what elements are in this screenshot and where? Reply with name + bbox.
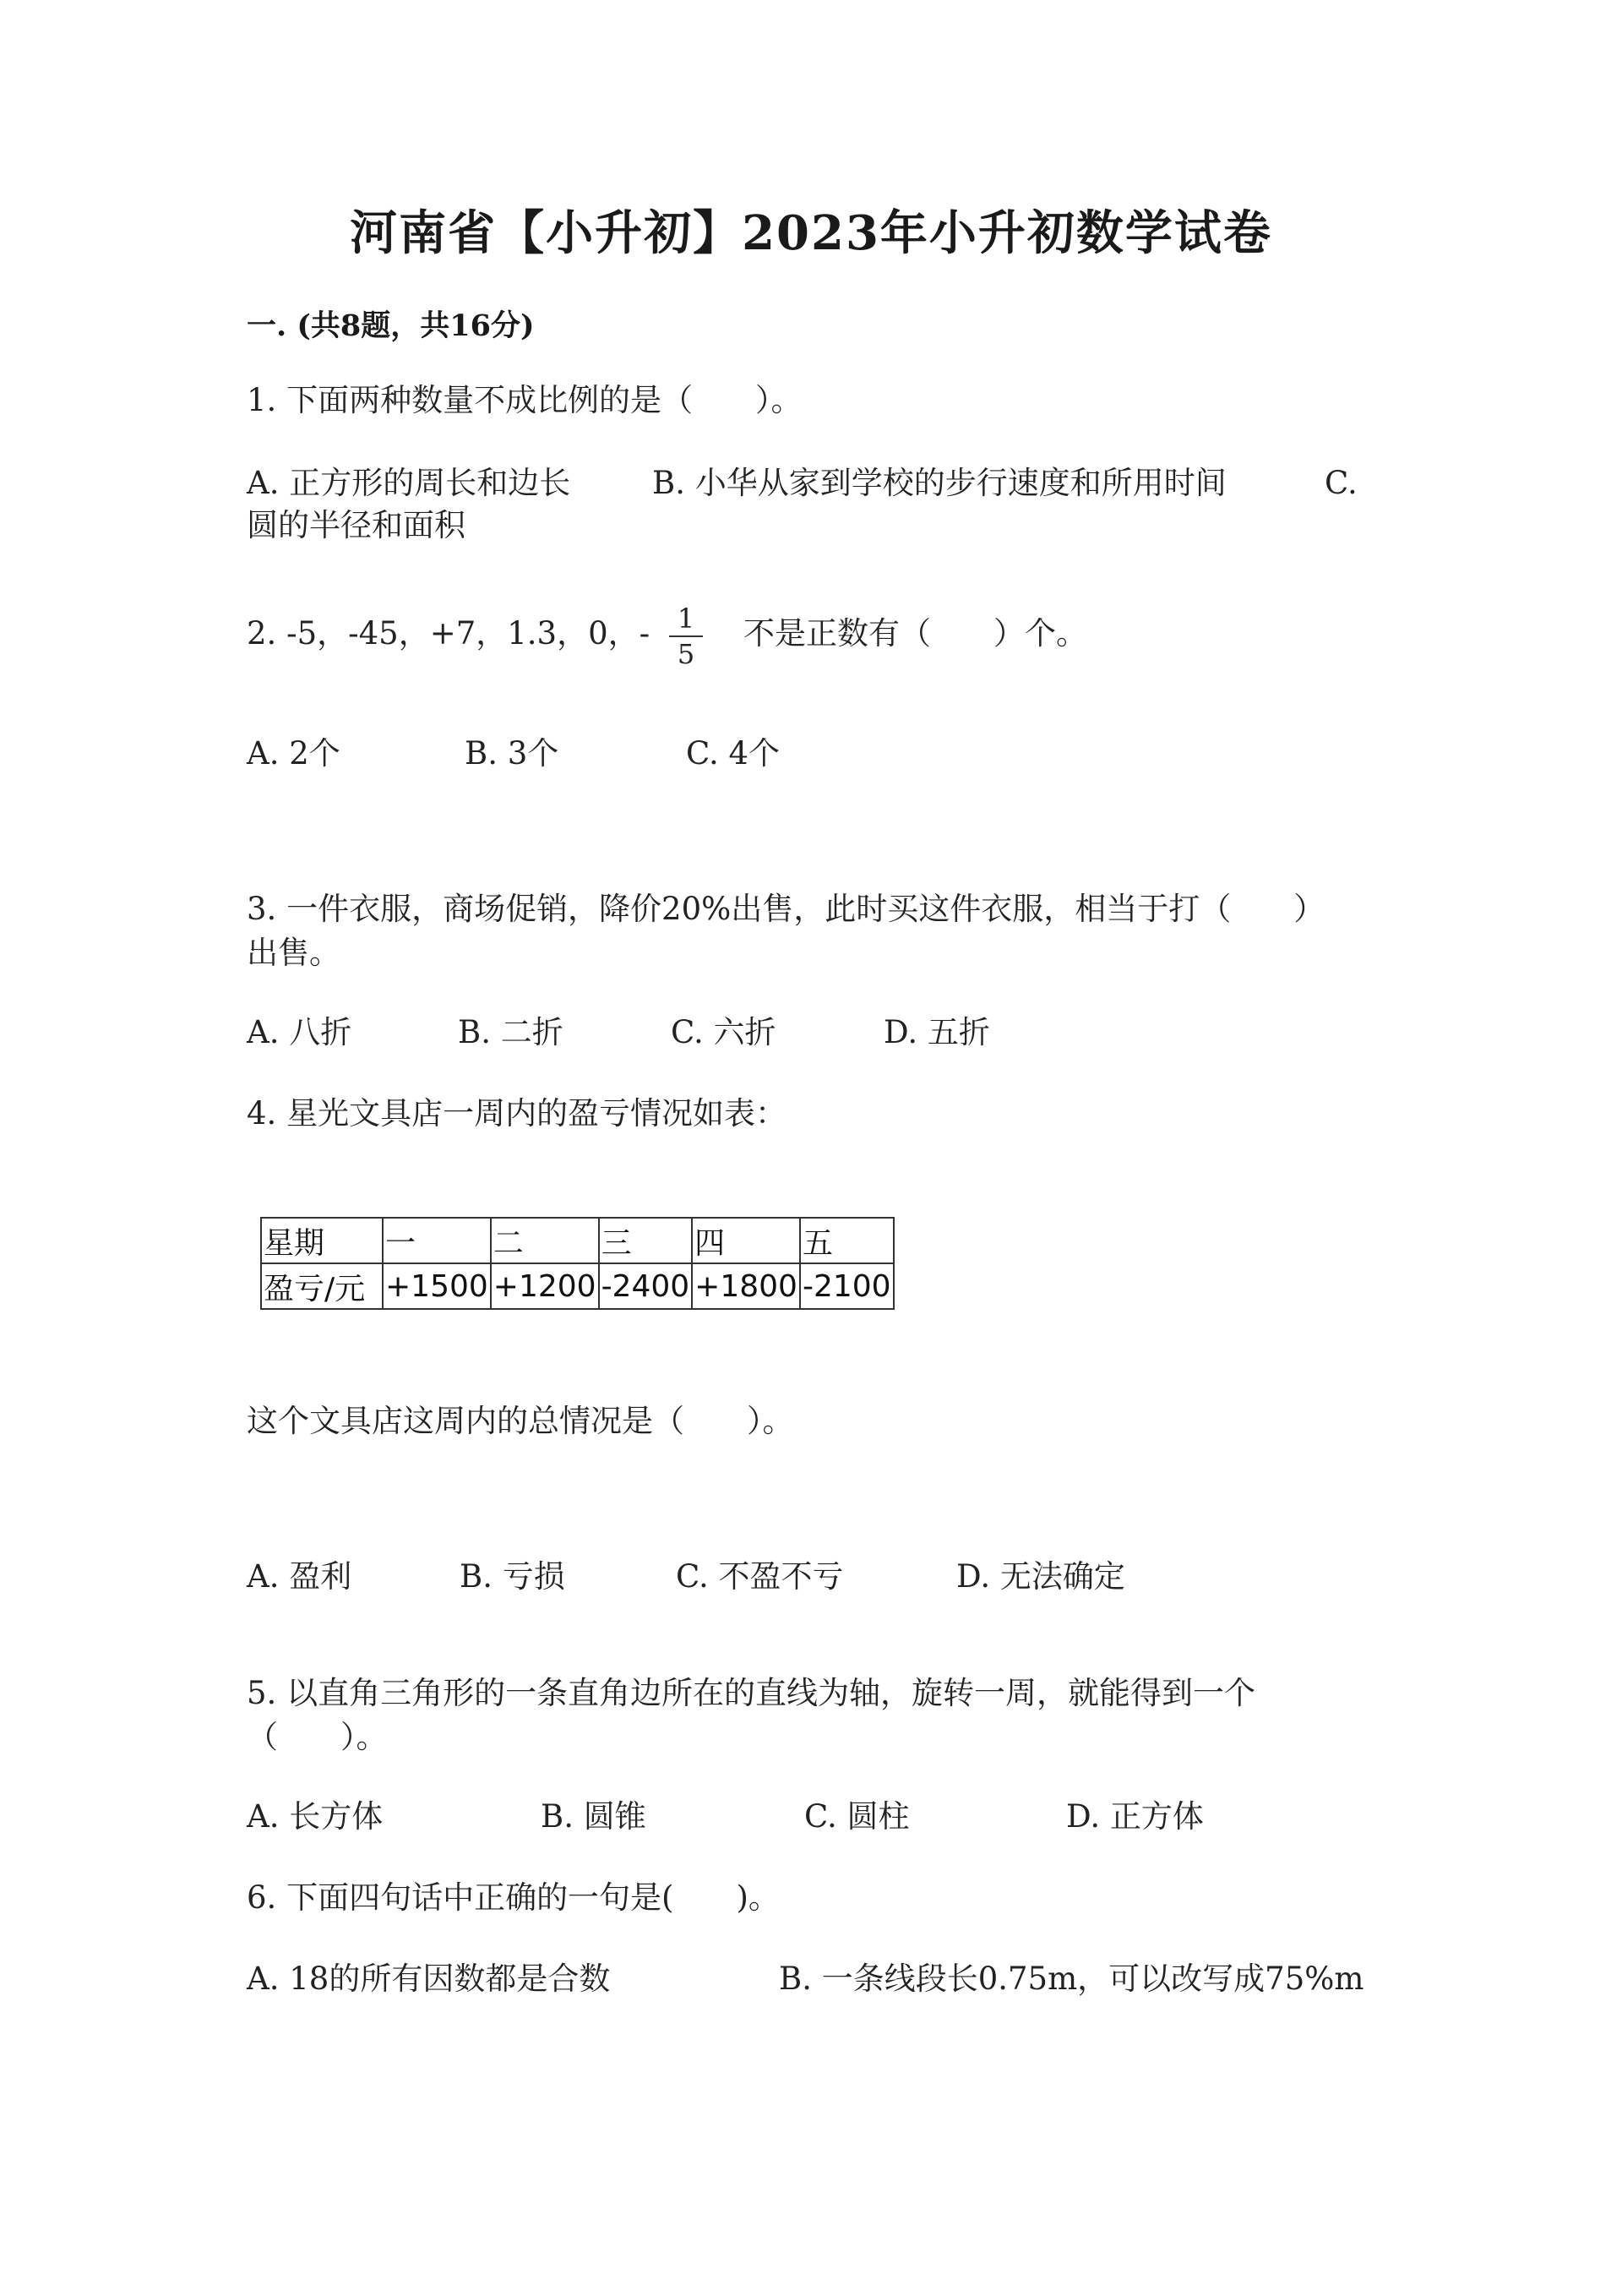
question-3-option-b: B. 二折 — [458, 1014, 563, 1050]
table-cell: 星期 — [261, 1218, 383, 1263]
question-2-stem-end: 不是正数有（ ）个。 — [743, 615, 1087, 652]
table-cell: 五 — [800, 1218, 894, 1263]
question-3-stem: 3. 一件衣服，商场促销，降价20%出售，此时买这件衣服，相当于打（ ） — [247, 891, 1325, 927]
fraction-numerator: 1 — [669, 603, 703, 637]
question-6-option-a: A. 18的所有因数都是合数 — [247, 1961, 611, 1997]
fraction-denominator: 5 — [677, 638, 695, 670]
question-3-stem-cont: 出售。 — [247, 935, 340, 971]
question-1-option-b: B. 小华从家到学校的步行速度和所用时间 — [652, 465, 1227, 501]
question-2-stem: 2. -5，-45，+7，1.3，0，- — [247, 615, 650, 652]
table-cell: 一 — [383, 1218, 491, 1263]
question-4-option-a: A. 盈利 — [247, 1558, 352, 1595]
question-5-option-a: A. 长方体 — [247, 1798, 384, 1835]
question-1-stem: 1. 下面两种数量不成比例的是（ ）。 — [247, 382, 803, 418]
question-3-option-c: C. 六折 — [671, 1014, 776, 1050]
table-cell: +1500 — [383, 1263, 491, 1309]
question-4-stem: 4. 星光文具店一周内的盈亏情况如表： — [247, 1095, 787, 1132]
question-2-option-c: C. 4个 — [686, 735, 781, 772]
question-6-stem: 6. 下面四句话中正确的一句是( )。 — [247, 1879, 780, 1916]
question-4-option-b: B. 亏损 — [460, 1558, 565, 1595]
question-3-option-a: A. 八折 — [247, 1014, 352, 1050]
question-3-option-d: D. 五折 — [884, 1014, 990, 1050]
question-5-stem-cont: （ ）。 — [247, 1719, 388, 1755]
table-cell: 二 — [491, 1218, 599, 1263]
question-2-option-b: B. 3个 — [465, 735, 559, 772]
question-1-option-c-text: 圆的半径和面积 — [247, 507, 465, 543]
table-cell: 四 — [692, 1218, 800, 1263]
section-heading: 一. (共8题，共16分) — [247, 308, 535, 343]
table-cell: 盈亏/元 — [261, 1263, 383, 1309]
question-6-option-b: B. 一条线段长0.75m，可以改写成75%m — [779, 1961, 1364, 1997]
table-cell: -2100 — [800, 1263, 894, 1309]
exam-title: 河南省【小升初】2023年小升初数学试卷 — [350, 205, 1272, 261]
question-5-option-c: C. 圆柱 — [804, 1798, 910, 1835]
table-cell: 三 — [599, 1218, 693, 1263]
question-5-option-d: D. 正方体 — [1066, 1798, 1204, 1835]
profit-loss-table — [260, 1217, 895, 1310]
question-4-option-c: C. 不盈不亏 — [676, 1558, 844, 1595]
table-row — [261, 1263, 894, 1309]
table-row — [261, 1218, 894, 1263]
table-cell: +1200 — [491, 1263, 599, 1309]
question-4-question: 这个文具店这周内的总情况是（ ）。 — [247, 1403, 794, 1439]
question-1-option-a: A. 正方形的周长和边长 — [247, 465, 571, 501]
fraction-one-fifth — [669, 603, 703, 669]
question-5-option-b: B. 圆锥 — [541, 1798, 646, 1835]
question-2-option-a: A. 2个 — [247, 735, 340, 772]
table-cell: +1800 — [692, 1263, 800, 1309]
question-4-option-d: D. 无法确定 — [956, 1558, 1125, 1595]
table-cell: -2400 — [599, 1263, 693, 1309]
question-5-stem: 5. 以直角三角形的一条直角边所在的直线为轴，旋转一周，就能得到一个 — [247, 1675, 1256, 1711]
question-1-option-c-label: C. — [1325, 465, 1358, 501]
